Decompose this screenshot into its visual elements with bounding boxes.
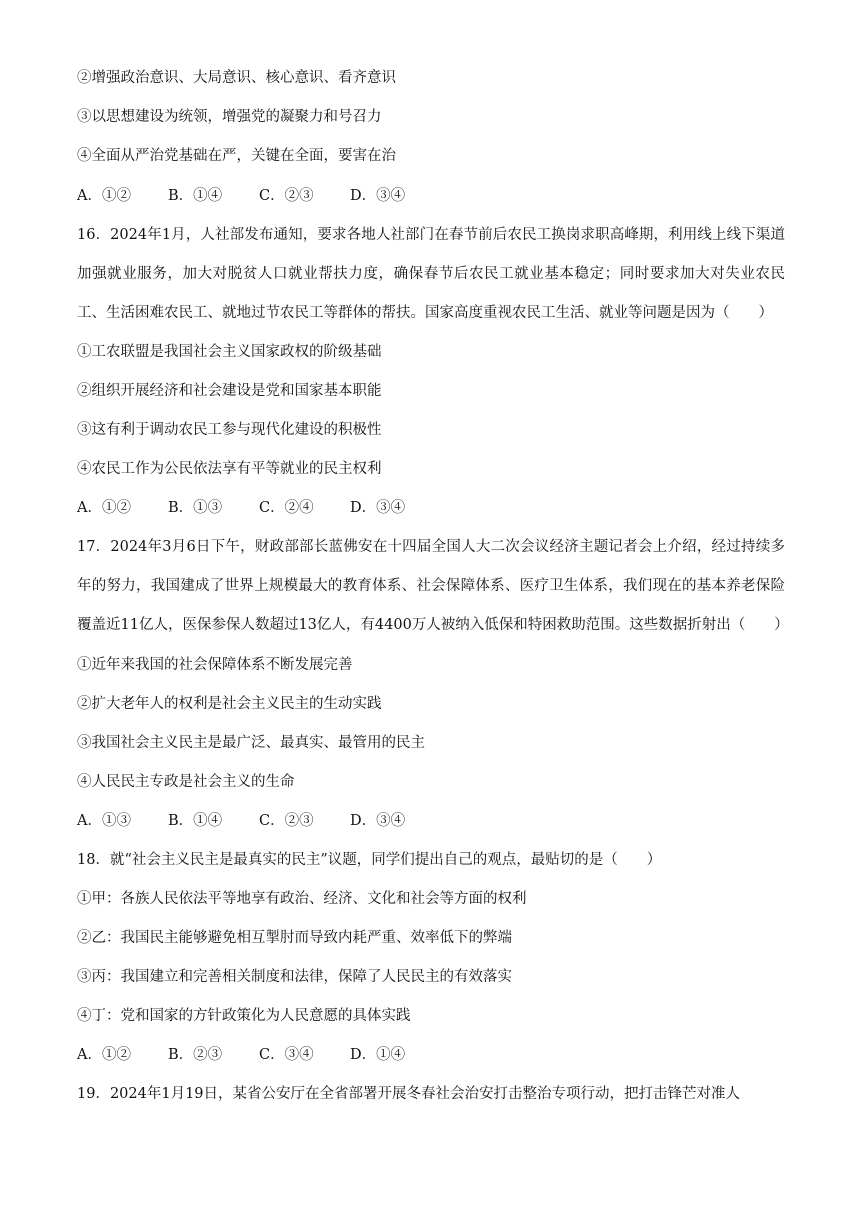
q19-stem: 19．2024年1月19日，某省公安厅在全省部署开展冬春社会治安打击整治专项行动，把打击锋芒对准人 — [77, 1086, 741, 1102]
q16-option-c: C．②④ — [259, 500, 314, 516]
q17-option-b: B．①④ — [168, 813, 223, 829]
q15-options — [77, 186, 441, 206]
q15-option-a: A．①② — [77, 188, 131, 204]
q16-options — [77, 498, 441, 518]
q15-item-3: ③以思想建设为统领，增强党的凝聚力和号召力 — [77, 109, 382, 125]
q15-item-2: ②增强政治意识、大局意识、核心意识、看齐意识 — [77, 70, 396, 86]
q16-option-a: A．①② — [77, 500, 131, 516]
q18-options — [77, 1045, 441, 1065]
q17-option-c: C．②③ — [259, 813, 314, 829]
q17-options — [77, 811, 441, 831]
q17-item-2: ②扩大老年人的权利是社会主义民主的生动实践 — [77, 696, 382, 712]
q16-item-2: ②组织开展经济和社会建设是党和国家基本职能 — [77, 383, 382, 399]
q17-item-4: ④人民民主专政是社会主义的生命 — [77, 774, 295, 790]
q18-option-b: B．②③ — [168, 1047, 223, 1063]
q18-option-c: C．③④ — [259, 1047, 314, 1063]
q17-option-d: D．③④ — [350, 813, 406, 829]
q15-option-b: B．①④ — [168, 188, 223, 204]
q17-item-3: ③我国社会主义民主是最广泛、最真实、最管用的民主 — [77, 735, 425, 751]
q18-item-1: ①甲：各族人民依法平等地享有政治、经济、文化和社会等方面的权利 — [77, 891, 527, 907]
q16-stem: 16．2024年1月，人社部发布通知，要求各地人社部门在春节前后农民工换岗求职高峰期，利用线上线下渠道加强就业服务，加大对脱贫人口就业帮扶力度，确保春节后农民工就业基本稳定；同时要求加大对失业农民工、生活困难农民工、就地过节农民工等群体的帮扶。国家高度重视农民工生活、就业等问题是因为（ ） — [77, 227, 785, 321]
q15-item-4: ④全面从严治党基础在严，关键在全面，要害在治 — [77, 148, 396, 164]
q16-item-3: ③这有利于调动农民工参与现代化建设的积极性 — [77, 422, 382, 438]
q16-item-4: ④农民工作为公民依法享有平等就业的民主权利 — [77, 461, 382, 477]
q15-option-c: C．②③ — [259, 188, 314, 204]
q15-option-d: D．③④ — [350, 188, 406, 204]
q18-stem: 18．就“社会主义民主是最真实的民主”议题，同学们提出自己的观点，最贴切的是（ ） — [77, 852, 662, 868]
q18-option-d: D．①④ — [350, 1047, 406, 1063]
q16-option-b: B．①③ — [168, 500, 223, 516]
q18-option-a: A．①② — [77, 1047, 131, 1063]
q17-option-a: A．①③ — [77, 813, 131, 829]
q16-item-1: ①工农联盟是我国社会主义国家政权的阶级基础 — [77, 344, 382, 360]
q18-item-2: ②乙：我国民主能够避免相互掣肘而导致内耗严重、效率低下的弊端 — [77, 930, 512, 946]
q17-item-1: ①近年来我国的社会保障体系不断发展完善 — [77, 657, 353, 673]
q17-stem: 17．2024年3月6日下午，财政部部长蓝佛安在十四届全国人大二次会议经济主题记者会上介绍，经过持续多年的努力，我国建成了世界上规模最大的教育体系、社会保障体系、医疗卫生体系，我们现在的基本养老保险覆盖近11亿人，医保参保人数超过13亿人，有4400万人被纳入低保和特困救助范围。这些数据折射出（ ） — [77, 539, 789, 633]
q16-option-d: D．③④ — [350, 500, 406, 516]
q18-item-3: ③丙：我国建立和完善相关制度和法律，保障了人民民主的有效落实 — [77, 969, 512, 985]
q18-item-4: ④丁：党和国家的方针政策化为人民意愿的具体实践 — [77, 1008, 411, 1024]
